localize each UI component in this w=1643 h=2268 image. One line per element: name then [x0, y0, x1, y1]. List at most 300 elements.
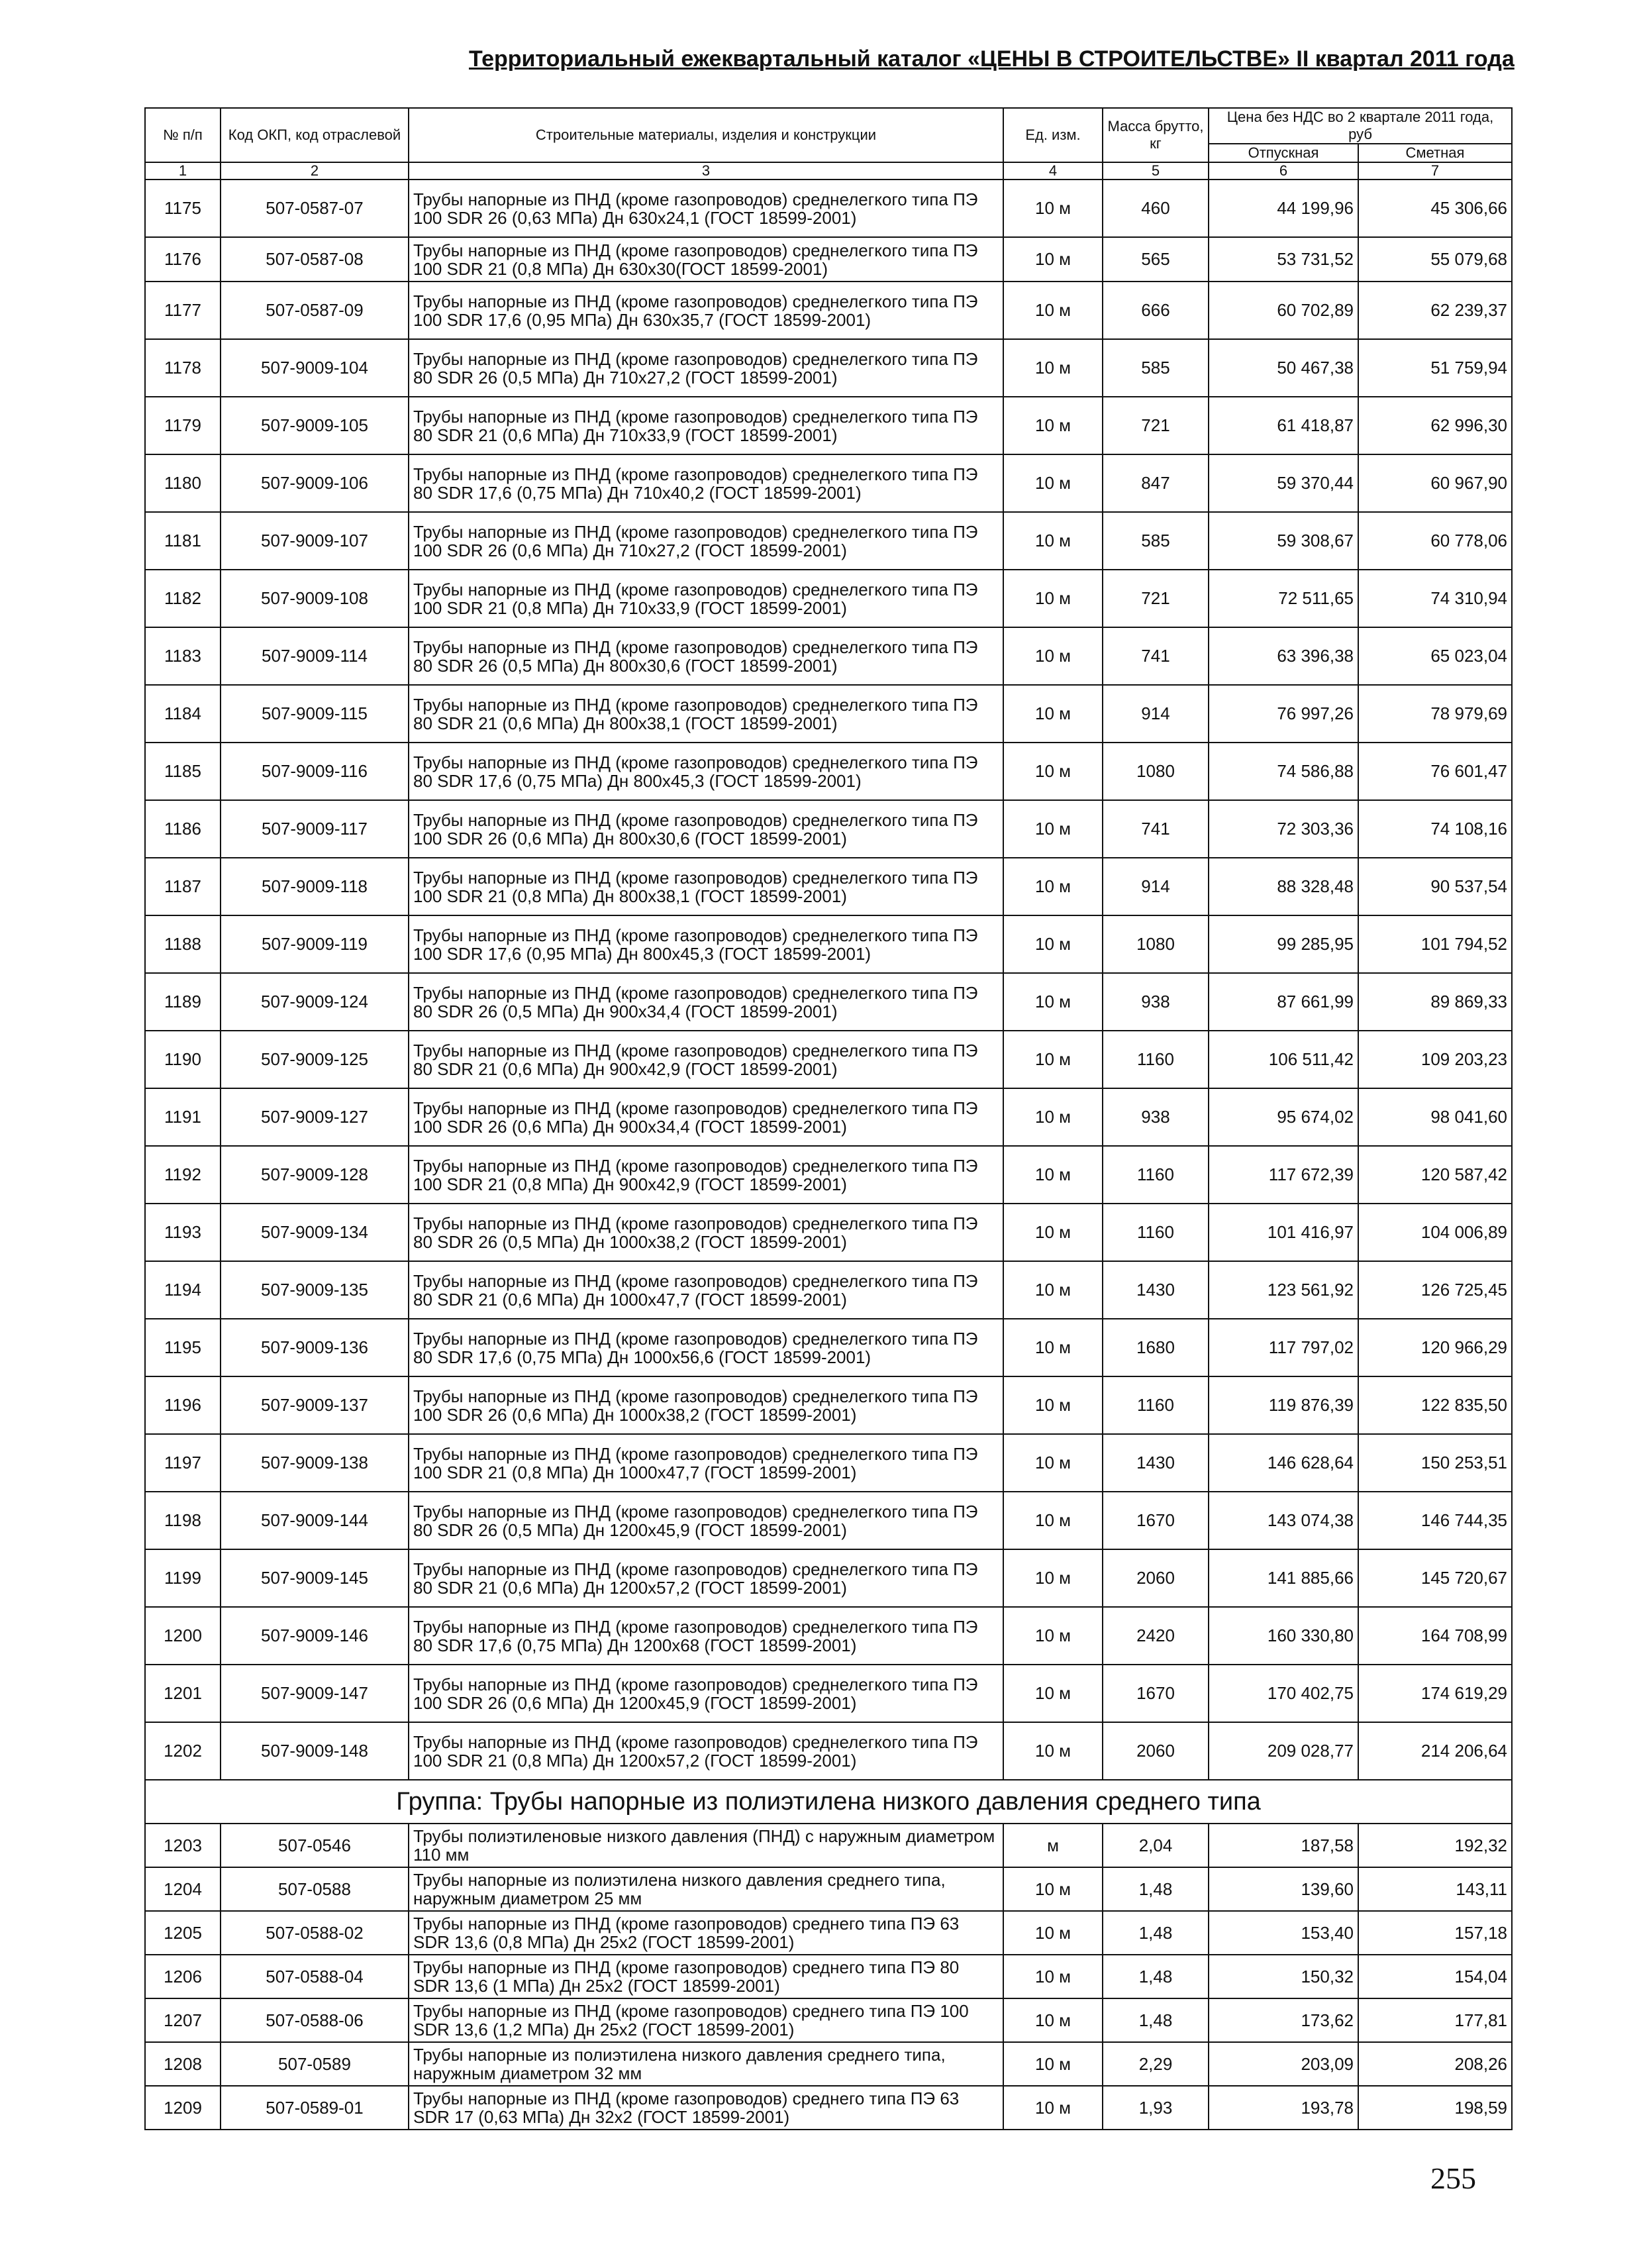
gross-mass: 938 — [1103, 973, 1209, 1031]
row-number: 1184 — [145, 685, 221, 743]
table-row — [145, 1549, 1512, 1607]
release-price: 187,58 — [1209, 1824, 1358, 1867]
row-number: 1192 — [145, 1146, 221, 1204]
release-price: 74 586,88 — [1209, 743, 1358, 800]
unit-of-measure: 10 м — [1003, 454, 1103, 512]
product-description: Трубы напорные из ПНД (кроме газопроводов) среднелегкого типа ПЭ 80 SDR 21 (0,6 МПа) Дн 900х42,9 (ГОСТ 18599-2001) — [409, 1031, 1003, 1088]
product-code: 507-9009-116 — [221, 743, 409, 800]
unit-of-measure: 10 м — [1003, 1492, 1103, 1549]
column-numbers-row — [145, 162, 1512, 180]
unit-of-measure: 10 м — [1003, 339, 1103, 397]
table-row — [145, 1824, 1512, 1867]
estimate-price: 198,59 — [1358, 2086, 1512, 2130]
table-row — [145, 800, 1512, 858]
table-row — [145, 282, 1512, 339]
row-number: 1183 — [145, 627, 221, 685]
unit-of-measure: 10 м — [1003, 237, 1103, 282]
product-code: 507-9009-125 — [221, 1031, 409, 1088]
row-number: 1176 — [145, 237, 221, 282]
unit-of-measure: 10 м — [1003, 1261, 1103, 1319]
column-number: 7 — [1358, 162, 1512, 180]
table-row — [145, 1998, 1512, 2042]
product-description: Трубы напорные из ПНД (кроме газопроводов) среднего типа ПЭ 80 SDR 13,6 (1 МПа) Дн 25х2 (ГОСТ 18599-2001) — [409, 1955, 1003, 1998]
release-price: 139,60 — [1209, 1867, 1358, 1911]
gross-mass: 1080 — [1103, 915, 1209, 973]
unit-of-measure: 10 м — [1003, 1319, 1103, 1376]
unit-of-measure: 10 м — [1003, 512, 1103, 570]
unit-of-measure: 10 м — [1003, 627, 1103, 685]
release-price: 173,62 — [1209, 1998, 1358, 2042]
estimate-price: 192,32 — [1358, 1824, 1512, 1867]
release-price: 60 702,89 — [1209, 282, 1358, 339]
unit-of-measure: 10 м — [1003, 1031, 1103, 1088]
product-code: 507-9009-145 — [221, 1549, 409, 1607]
gross-mass: 1160 — [1103, 1204, 1209, 1261]
estimate-price: 55 079,68 — [1358, 237, 1512, 282]
product-description: Трубы напорные из ПНД (кроме газопроводов) среднелегкого типа ПЭ 100 SDR 21 (0,8 МПа) Дн 900х42,9 (ГОСТ 18599-2001) — [409, 1146, 1003, 1204]
row-number: 1208 — [145, 2042, 221, 2086]
gross-mass: 721 — [1103, 397, 1209, 454]
product-code: 507-9009-115 — [221, 685, 409, 743]
row-number: 1202 — [145, 1722, 221, 1780]
gross-mass: 666 — [1103, 282, 1209, 339]
unit-of-measure: м — [1003, 1824, 1103, 1867]
row-number: 1205 — [145, 1911, 221, 1955]
release-price: 203,09 — [1209, 2042, 1358, 2086]
estimate-price: 89 869,33 — [1358, 973, 1512, 1031]
table-row — [145, 2086, 1512, 2130]
row-number: 1182 — [145, 570, 221, 627]
row-number: 1177 — [145, 282, 221, 339]
product-description: Трубы напорные из ПНД (кроме газопроводов) среднелегкого типа ПЭ 100 SDR 26 (0,6 МПа) Дн 1200х45,9 (ГОСТ 18599-2001) — [409, 1665, 1003, 1722]
release-price: 87 661,99 — [1209, 973, 1358, 1031]
unit-of-measure: 10 м — [1003, 915, 1103, 973]
row-number: 1180 — [145, 454, 221, 512]
release-price: 53 731,52 — [1209, 237, 1358, 282]
header-unit: Ед. изм. — [1003, 108, 1103, 162]
table-row — [145, 512, 1512, 570]
estimate-price: 150 253,51 — [1358, 1434, 1512, 1492]
gross-mass: 585 — [1103, 339, 1209, 397]
release-price: 119 876,39 — [1209, 1376, 1358, 1434]
unit-of-measure: 10 м — [1003, 1607, 1103, 1665]
product-code: 507-0546 — [221, 1824, 409, 1867]
row-number: 1199 — [145, 1549, 221, 1607]
estimate-price: 62 996,30 — [1358, 397, 1512, 454]
unit-of-measure: 10 м — [1003, 973, 1103, 1031]
product-description: Трубы полиэтиленовые низкого давления (ПНД) с наружным диаметром 110 мм — [409, 1824, 1003, 1867]
estimate-price: 126 725,45 — [1358, 1261, 1512, 1319]
product-description: Трубы напорные из ПНД (кроме газопроводов) среднелегкого типа ПЭ 80 SDR 17,6 (0,75 МПа) Дн 1200х68 (ГОСТ 18599-2001) — [409, 1607, 1003, 1665]
product-code: 507-9009-146 — [221, 1607, 409, 1665]
table-row — [145, 339, 1512, 397]
group-heading-row — [145, 1780, 1512, 1824]
header-mass: Масса брутто, кг — [1103, 108, 1209, 162]
header-code: Код ОКП, код отраслевой — [221, 108, 409, 162]
estimate-price: 109 203,23 — [1358, 1031, 1512, 1088]
product-description: Трубы напорные из ПНД (кроме газопроводов) среднелегкого типа ПЭ 80 SDR 17,6 (0,75 МПа) Дн 800х45,3 (ГОСТ 18599-2001) — [409, 743, 1003, 800]
table-row — [145, 743, 1512, 800]
product-code: 507-0589-01 — [221, 2086, 409, 2130]
row-number: 1178 — [145, 339, 221, 397]
table-row — [145, 2042, 1512, 2086]
unit-of-measure: 10 м — [1003, 1665, 1103, 1722]
product-description: Трубы напорные из ПНД (кроме газопроводов) среднелегкого типа ПЭ 100 SDR 21 (0,8 МПа) Дн 1200х57,2 (ГОСТ 18599-2001) — [409, 1722, 1003, 1780]
gross-mass: 1680 — [1103, 1319, 1209, 1376]
release-price: 153,40 — [1209, 1911, 1358, 1955]
row-number: 1204 — [145, 1867, 221, 1911]
table-row — [145, 1607, 1512, 1665]
column-number: 2 — [221, 162, 409, 180]
table-row — [145, 1376, 1512, 1434]
unit-of-measure: 10 м — [1003, 1867, 1103, 1911]
unit-of-measure: 10 м — [1003, 2042, 1103, 2086]
product-code: 507-9009-117 — [221, 800, 409, 858]
release-price: 95 674,02 — [1209, 1088, 1358, 1146]
gross-mass: 1430 — [1103, 1434, 1209, 1492]
release-price: 160 330,80 — [1209, 1607, 1358, 1665]
estimate-price: 74 108,16 — [1358, 800, 1512, 858]
estimate-price: 145 720,67 — [1358, 1549, 1512, 1607]
table-row — [145, 1204, 1512, 1261]
table-row — [145, 973, 1512, 1031]
row-number: 1194 — [145, 1261, 221, 1319]
gross-mass: 741 — [1103, 627, 1209, 685]
gross-mass: 2,04 — [1103, 1824, 1209, 1867]
table-row — [145, 1492, 1512, 1549]
header-price-estimate: Сметная — [1358, 144, 1512, 162]
gross-mass: 1160 — [1103, 1031, 1209, 1088]
estimate-price: 120 587,42 — [1358, 1146, 1512, 1204]
gross-mass: 1,48 — [1103, 1867, 1209, 1911]
release-price: 101 416,97 — [1209, 1204, 1358, 1261]
release-price: 143 074,38 — [1209, 1492, 1358, 1549]
unit-of-measure: 10 м — [1003, 1146, 1103, 1204]
unit-of-measure: 10 м — [1003, 1376, 1103, 1434]
product-code: 507-9009-106 — [221, 454, 409, 512]
product-description: Трубы напорные из ПНД (кроме газопроводов) среднелегкого типа ПЭ 80 SDR 21 (0,6 МПа) Дн 800х38,1 (ГОСТ 18599-2001) — [409, 685, 1003, 743]
release-price: 106 511,42 — [1209, 1031, 1358, 1088]
release-price: 146 628,64 — [1209, 1434, 1358, 1492]
product-description: Трубы напорные из ПНД (кроме газопроводов) среднелегкого типа ПЭ 80 SDR 26 (0,5 МПа) Дн 800х30,6 (ГОСТ 18599-2001) — [409, 627, 1003, 685]
product-code: 507-9009-105 — [221, 397, 409, 454]
table-row — [145, 627, 1512, 685]
release-price: 99 285,95 — [1209, 915, 1358, 973]
row-number: 1200 — [145, 1607, 221, 1665]
release-price: 170 402,75 — [1209, 1665, 1358, 1722]
estimate-price: 104 006,89 — [1358, 1204, 1512, 1261]
estimate-price: 74 310,94 — [1358, 570, 1512, 627]
gross-mass: 1080 — [1103, 743, 1209, 800]
unit-of-measure: 10 м — [1003, 1998, 1103, 2042]
estimate-price: 157,18 — [1358, 1911, 1512, 1955]
row-number: 1203 — [145, 1824, 221, 1867]
gross-mass: 1,48 — [1103, 1998, 1209, 2042]
release-price: 117 672,39 — [1209, 1146, 1358, 1204]
gross-mass: 565 — [1103, 237, 1209, 282]
table-row — [145, 454, 1512, 512]
row-number: 1197 — [145, 1434, 221, 1492]
release-price: 72 303,36 — [1209, 800, 1358, 858]
unit-of-measure: 10 м — [1003, 743, 1103, 800]
table-row — [145, 180, 1512, 237]
product-description: Трубы напорные из ПНД (кроме газопроводов) среднелегкого типа ПЭ 80 SDR 26 (0,5 МПа) Дн 1000х38,2 (ГОСТ 18599-2001) — [409, 1204, 1003, 1261]
gross-mass: 2060 — [1103, 1549, 1209, 1607]
unit-of-measure: 10 м — [1003, 1434, 1103, 1492]
release-price: 123 561,92 — [1209, 1261, 1358, 1319]
product-code: 507-9009-127 — [221, 1088, 409, 1146]
table-row — [145, 1261, 1512, 1319]
header-name: Строительные материалы, изделия и конструкции — [409, 108, 1003, 162]
row-number: 1198 — [145, 1492, 221, 1549]
gross-mass: 585 — [1103, 512, 1209, 570]
estimate-price: 76 601,47 — [1358, 743, 1512, 800]
gross-mass: 847 — [1103, 454, 1209, 512]
header-num: № п/п — [145, 108, 221, 162]
estimate-price: 60 967,90 — [1358, 454, 1512, 512]
release-price: 76 997,26 — [1209, 685, 1358, 743]
product-code: 507-0587-08 — [221, 237, 409, 282]
table-row — [145, 1665, 1512, 1722]
product-code: 507-9009-128 — [221, 1146, 409, 1204]
release-price: 50 467,38 — [1209, 339, 1358, 397]
row-number: 1179 — [145, 397, 221, 454]
product-code: 507-9009-137 — [221, 1376, 409, 1434]
unit-of-measure: 10 м — [1003, 858, 1103, 915]
unit-of-measure: 10 м — [1003, 282, 1103, 339]
release-price: 59 370,44 — [1209, 454, 1358, 512]
product-code: 507-9009-118 — [221, 858, 409, 915]
product-code: 507-9009-104 — [221, 339, 409, 397]
product-description: Трубы напорные из ПНД (кроме газопроводов) среднего типа ПЭ 100 SDR 13,6 (1,2 МПа) Дн 25х2 (ГОСТ 18599-2001) — [409, 1998, 1003, 2042]
estimate-price: 45 306,66 — [1358, 180, 1512, 237]
product-code: 507-0588-02 — [221, 1911, 409, 1955]
table-row — [145, 1088, 1512, 1146]
table-row — [145, 685, 1512, 743]
estimate-price: 60 778,06 — [1358, 512, 1512, 570]
release-price: 150,32 — [1209, 1955, 1358, 1998]
product-code: 507-9009-124 — [221, 973, 409, 1031]
row-number: 1190 — [145, 1031, 221, 1088]
gross-mass: 1670 — [1103, 1492, 1209, 1549]
row-number: 1187 — [145, 858, 221, 915]
product-description: Трубы напорные из ПНД (кроме газопроводов) среднелегкого типа ПЭ 100 SDR 26 (0,6 МПа) Дн 900х34,4 (ГОСТ 18599-2001) — [409, 1088, 1003, 1146]
release-price: 63 396,38 — [1209, 627, 1358, 685]
gross-mass: 721 — [1103, 570, 1209, 627]
product-code: 507-0588 — [221, 1867, 409, 1911]
product-description: Трубы напорные из ПНД (кроме газопроводов) среднелегкого типа ПЭ 80 SDR 26 (0,5 МПа) Дн 710х27,2 (ГОСТ 18599-2001) — [409, 339, 1003, 397]
estimate-price: 98 041,60 — [1358, 1088, 1512, 1146]
product-description: Трубы напорные из ПНД (кроме газопроводов) среднелегкого типа ПЭ 80 SDR 17,6 (0,75 МПа) Дн 710х40,2 (ГОСТ 18599-2001) — [409, 454, 1003, 512]
product-code: 507-9009-148 — [221, 1722, 409, 1780]
table-row — [145, 1434, 1512, 1492]
product-code: 507-9009-134 — [221, 1204, 409, 1261]
release-price: 209 028,77 — [1209, 1722, 1358, 1780]
product-code: 507-9009-147 — [221, 1665, 409, 1722]
gross-mass: 1430 — [1103, 1261, 1209, 1319]
gross-mass: 1670 — [1103, 1665, 1209, 1722]
table-row — [145, 1146, 1512, 1204]
unit-of-measure: 10 м — [1003, 397, 1103, 454]
product-description: Трубы напорные из ПНД (кроме газопроводов) среднелегкого типа ПЭ 100 SDR 26 (0,6 МПа) Дн 800х30,6 (ГОСТ 18599-2001) — [409, 800, 1003, 858]
estimate-price: 101 794,52 — [1358, 915, 1512, 973]
row-number: 1181 — [145, 512, 221, 570]
table-row — [145, 1867, 1512, 1911]
product-code: 507-0589 — [221, 2042, 409, 2086]
estimate-price: 154,04 — [1358, 1955, 1512, 1998]
release-price: 61 418,87 — [1209, 397, 1358, 454]
gross-mass: 1,48 — [1103, 1955, 1209, 1998]
release-price: 88 328,48 — [1209, 858, 1358, 915]
product-description: Трубы напорные из ПНД (кроме газопроводов) среднелегкого типа ПЭ 100 SDR 26 (0,6 МПа) Дн 1000х38,2 (ГОСТ 18599-2001) — [409, 1376, 1003, 1434]
product-description: Трубы напорные из ПНД (кроме газопроводов) среднелегкого типа ПЭ 100 SDR 21 (0,8 МПа) Дн 630х30(ГОСТ 18599-2001) — [409, 237, 1003, 282]
column-number: 4 — [1003, 162, 1103, 180]
column-number: 1 — [145, 162, 221, 180]
estimate-price: 164 708,99 — [1358, 1607, 1512, 1665]
group-section — [145, 1780, 1512, 1824]
estimate-price: 62 239,37 — [1358, 282, 1512, 339]
row-number: 1191 — [145, 1088, 221, 1146]
estimate-price: 174 619,29 — [1358, 1665, 1512, 1722]
gross-mass: 1,93 — [1103, 2086, 1209, 2130]
estimate-price: 51 759,94 — [1358, 339, 1512, 397]
row-number: 1207 — [145, 1998, 221, 2042]
table-row — [145, 858, 1512, 915]
estimate-price: 120 966,29 — [1358, 1319, 1512, 1376]
gross-mass: 1160 — [1103, 1376, 1209, 1434]
product-description: Трубы напорные из ПНД (кроме газопроводов) среднелегкого типа ПЭ 80 SDR 21 (0,6 МПа) Дн 710х33,9 (ГОСТ 18599-2001) — [409, 397, 1003, 454]
gross-mass: 2060 — [1103, 1722, 1209, 1780]
column-number: 3 — [409, 162, 1003, 180]
release-price: 44 199,96 — [1209, 180, 1358, 237]
gross-mass: 2,29 — [1103, 2042, 1209, 2086]
row-number: 1189 — [145, 973, 221, 1031]
product-description: Трубы напорные из ПНД (кроме газопроводов) среднелегкого типа ПЭ 100 SDR 17,6 (0,95 МПа) Дн 800х45,3 (ГОСТ 18599-2001) — [409, 915, 1003, 973]
table-row — [145, 1911, 1512, 1955]
unit-of-measure: 10 м — [1003, 2086, 1103, 2130]
release-price: 59 308,67 — [1209, 512, 1358, 570]
product-code: 507-0587-07 — [221, 180, 409, 237]
row-number: 1196 — [145, 1376, 221, 1434]
product-code: 507-9009-119 — [221, 915, 409, 973]
product-description: Трубы напорные из полиэтилена низкого давления среднего типа, наружным диаметром 25 мм — [409, 1867, 1003, 1911]
unit-of-measure: 10 м — [1003, 1204, 1103, 1261]
table-row — [145, 1031, 1512, 1088]
gross-mass: 914 — [1103, 858, 1209, 915]
estimate-price: 177,81 — [1358, 1998, 1512, 2042]
estimate-price: 208,26 — [1358, 2042, 1512, 2086]
product-description: Трубы напорные из ПНД (кроме газопроводов) среднего типа ПЭ 63 SDR 17 (0,63 МПа) Дн 32х2 (ГОСТ 18599-2001) — [409, 2086, 1003, 2130]
estimate-price: 122 835,50 — [1358, 1376, 1512, 1434]
unit-of-measure: 10 м — [1003, 180, 1103, 237]
table-row — [145, 237, 1512, 282]
table-header — [145, 108, 1512, 180]
gross-mass: 1160 — [1103, 1146, 1209, 1204]
product-code: 507-0588-04 — [221, 1955, 409, 1998]
product-code: 507-9009-114 — [221, 627, 409, 685]
product-description: Трубы напорные из ПНД (кроме газопроводов) среднелегкого типа ПЭ 100 SDR 26 (0,6 МПа) Дн 710х27,2 (ГОСТ 18599-2001) — [409, 512, 1003, 570]
gross-mass: 741 — [1103, 800, 1209, 858]
header-price-group: Цена без НДС во 2 квартале 2011 года, руб — [1209, 108, 1512, 144]
product-code: 507-0588-06 — [221, 1998, 409, 2042]
row-number: 1175 — [145, 180, 221, 237]
product-description: Трубы напорные из ПНД (кроме газопроводов) среднего типа ПЭ 63 SDR 13,6 (0,8 МПа) Дн 25х2 (ГОСТ 18599-2001) — [409, 1911, 1003, 1955]
row-number: 1201 — [145, 1665, 221, 1722]
unit-of-measure: 10 м — [1003, 1088, 1103, 1146]
unit-of-measure: 10 м — [1003, 1955, 1103, 1998]
table-row — [145, 1722, 1512, 1780]
gross-mass: 938 — [1103, 1088, 1209, 1146]
estimate-price: 65 023,04 — [1358, 627, 1512, 685]
column-number: 6 — [1209, 162, 1358, 180]
row-number: 1193 — [145, 1204, 221, 1261]
gross-mass: 1,48 — [1103, 1911, 1209, 1955]
gross-mass: 460 — [1103, 180, 1209, 237]
product-description: Трубы напорные из ПНД (кроме газопроводов) среднелегкого типа ПЭ 80 SDR 21 (0,6 МПа) Дн 1200х57,2 (ГОСТ 18599-2001) — [409, 1549, 1003, 1607]
unit-of-measure: 10 м — [1003, 1549, 1103, 1607]
product-code: 507-9009-138 — [221, 1434, 409, 1492]
estimate-price: 214 206,64 — [1358, 1722, 1512, 1780]
unit-of-measure: 10 м — [1003, 1722, 1103, 1780]
product-description: Трубы напорные из ПНД (кроме газопроводов) среднелегкого типа ПЭ 80 SDR 26 (0,5 МПа) Дн 1200х45,9 (ГОСТ 18599-2001) — [409, 1492, 1003, 1549]
product-description: Трубы напорные из ПНД (кроме газопроводов) среднелегкого типа ПЭ 80 SDR 26 (0,5 МПа) Дн 900х34,4 (ГОСТ 18599-2001) — [409, 973, 1003, 1031]
row-number: 1206 — [145, 1955, 221, 1998]
product-code: 507-9009-136 — [221, 1319, 409, 1376]
page-number: 255 — [1430, 2161, 1476, 2195]
release-price: 141 885,66 — [1209, 1549, 1358, 1607]
estimate-price: 90 537,54 — [1358, 858, 1512, 915]
gross-mass: 914 — [1103, 685, 1209, 743]
row-number: 1195 — [145, 1319, 221, 1376]
table-row — [145, 1319, 1512, 1376]
product-description: Трубы напорные из ПНД (кроме газопроводов) среднелегкого типа ПЭ 100 SDR 17,6 (0,95 МПа) Дн 630х35,7 (ГОСТ 18599-2001) — [409, 282, 1003, 339]
unit-of-measure: 10 м — [1003, 800, 1103, 858]
page-header: Территориальный ежеквартальный каталог «ЦЕНЫ В СТРОИТЕЛЬСТВЕ» II квартал 2011 года — [469, 46, 1515, 72]
estimate-price: 78 979,69 — [1358, 685, 1512, 743]
product-code: 507-0587-09 — [221, 282, 409, 339]
product-description: Трубы напорные из ПНД (кроме газопроводов) среднелегкого типа ПЭ 100 SDR 26 (0,63 МПа) Дн 630х24,1 (ГОСТ 18599-2001) — [409, 180, 1003, 237]
product-code: 507-9009-107 — [221, 512, 409, 570]
product-code: 507-9009-144 — [221, 1492, 409, 1549]
table-row — [145, 570, 1512, 627]
product-description: Трубы напорные из ПНД (кроме газопроводов) среднелегкого типа ПЭ 100 SDR 21 (0,8 МПа) Дн 800х38,1 (ГОСТ 18599-2001) — [409, 858, 1003, 915]
group-heading: Группа: Трубы напорные из полиэтилена низкого давления среднего типа — [145, 1780, 1512, 1824]
product-description: Трубы напорные из полиэтилена низкого давления среднего типа, наружным диаметром 32 мм — [409, 2042, 1003, 2086]
product-description: Трубы напорные из ПНД (кроме газопроводов) среднелегкого типа ПЭ 100 SDR 21 (0,8 МПа) Дн 1000х47,7 (ГОСТ 18599-2001) — [409, 1434, 1003, 1492]
release-price: 117 797,02 — [1209, 1319, 1358, 1376]
column-number: 5 — [1103, 162, 1209, 180]
row-number: 1188 — [145, 915, 221, 973]
product-description: Трубы напорные из ПНД (кроме газопроводов) среднелегкого типа ПЭ 80 SDR 21 (0,6 МПа) Дн 1000х47,7 (ГОСТ 18599-2001) — [409, 1261, 1003, 1319]
release-price: 193,78 — [1209, 2086, 1358, 2130]
header-price-release: Отпускная — [1209, 144, 1358, 162]
table-row — [145, 915, 1512, 973]
product-code: 507-9009-135 — [221, 1261, 409, 1319]
release-price: 72 511,65 — [1209, 570, 1358, 627]
estimate-price: 146 744,35 — [1358, 1492, 1512, 1549]
product-description: Трубы напорные из ПНД (кроме газопроводов) среднелегкого типа ПЭ 100 SDR 21 (0,8 МПа) Дн 710х33,9 (ГОСТ 18599-2001) — [409, 570, 1003, 627]
row-number: 1209 — [145, 2086, 221, 2130]
gross-mass: 2420 — [1103, 1607, 1209, 1665]
unit-of-measure: 10 м — [1003, 570, 1103, 627]
row-number: 1186 — [145, 800, 221, 858]
unit-of-measure: 10 м — [1003, 1911, 1103, 1955]
unit-of-measure: 10 м — [1003, 685, 1103, 743]
price-table — [144, 107, 1513, 2130]
table-body — [145, 180, 1512, 1780]
product-code: 507-9009-108 — [221, 570, 409, 627]
table-row — [145, 397, 1512, 454]
